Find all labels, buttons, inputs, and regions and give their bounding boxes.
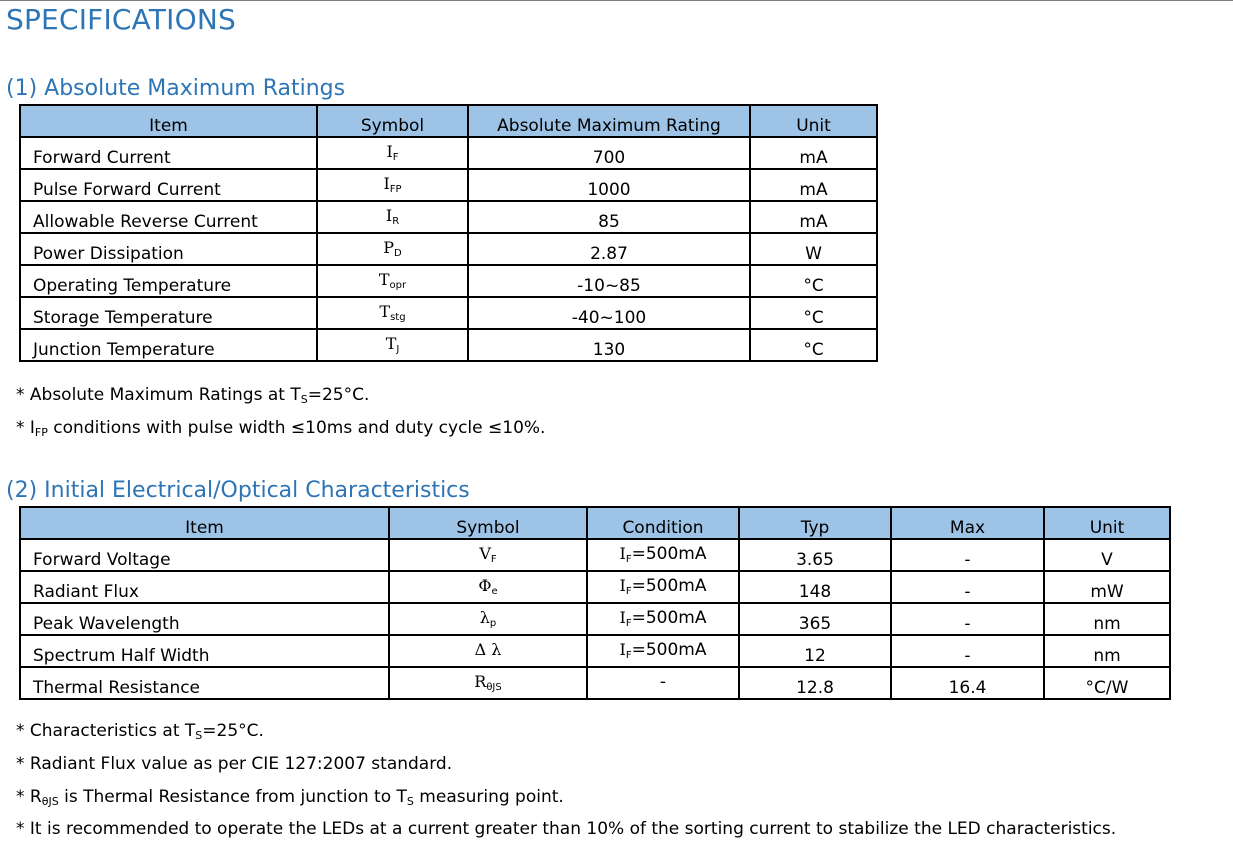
unit-cell: mA [750, 201, 877, 233]
unit-cell: mW [1044, 571, 1170, 603]
unit-cell: V [1044, 539, 1170, 571]
rating-cell: 130 [468, 329, 750, 361]
table-row [20, 137, 877, 169]
column-header-item: Item [20, 105, 317, 137]
unit-cell: nm [1044, 603, 1170, 635]
typ-cell: 148 [739, 571, 891, 603]
symbol-cell: $I_{FP}$ [317, 169, 468, 201]
symbol-cell: $V_F$ [389, 539, 587, 571]
item-cell: Allowable Reverse Current [20, 201, 317, 233]
table-row [20, 571, 1170, 603]
table-header-row [20, 507, 1170, 539]
max-cell: 16.4 [891, 667, 1044, 699]
item-cell: Storage Temperature [20, 297, 317, 329]
symbol-cell: Δ λ [389, 635, 587, 667]
unit-cell: °C [750, 297, 877, 329]
rating-cell: 85 [468, 201, 750, 233]
table-row [20, 265, 877, 297]
symbol-cell: $P_D$ [317, 233, 468, 265]
note-operating-recommendation: * It is recommended to operate the LEDs at a current greater than 10% of the sorting current to stabilize the LED characteristics. [16, 819, 1117, 839]
typ-cell: 12.8 [739, 667, 891, 699]
symbol-cell: $T_{stg}$ [317, 297, 468, 329]
unit-cell: mA [750, 169, 877, 201]
symbol-cell: $R_{\theta JS}$ [389, 667, 587, 699]
condition-cell: - [587, 667, 739, 699]
table-row [20, 233, 877, 265]
note-radiant-flux-standard: * Radiant Flux value as per CIE 127:2007 standard. [16, 754, 453, 774]
item-cell: Peak Wavelength [20, 603, 389, 635]
max-cell: - [891, 635, 1044, 667]
note-characteristics-conditions: * Characteristics at $T_S=25^\circ C$. [16, 721, 264, 742]
table-row [20, 201, 877, 233]
column-header-unit: Unit [1044, 507, 1170, 539]
symbol-cell: $I_F$ [317, 137, 468, 169]
column-header-symbol: Symbol [317, 105, 468, 137]
rating-cell: -40~100 [468, 297, 750, 329]
column-header-unit: Unit [750, 105, 877, 137]
unit-cell: °C [750, 265, 877, 297]
max-cell: - [891, 539, 1044, 571]
item-cell: Forward Voltage [20, 539, 389, 571]
item-cell: Pulse Forward Current [20, 169, 317, 201]
item-cell: Forward Current [20, 137, 317, 169]
table-header-row [20, 105, 877, 137]
section-title-electrical-optical: (2) Initial Electrical/Optical Characteristics [6, 478, 470, 503]
typ-cell: 365 [739, 603, 891, 635]
column-header-condition: Condition [587, 507, 739, 539]
condition-cell: $I_F=500mA$ [587, 539, 739, 571]
table-row [20, 539, 1170, 571]
column-header-symbol: Symbol [389, 507, 587, 539]
note-pulse-conditions: * $I_{FP}$ conditions with pulse width ≤10ms and duty cycle ≤10%. [16, 418, 546, 439]
typ-cell: 12 [739, 635, 891, 667]
typ-cell: 3.65 [739, 539, 891, 571]
table-row [20, 635, 1170, 667]
table-row [20, 667, 1170, 699]
note-thermal-resistance: * $R_{\theta JS}$ is Thermal Resistance from junction to $T_S$ measuring point. [16, 787, 564, 808]
item-cell: Thermal Resistance [20, 667, 389, 699]
rating-cell: 2.87 [468, 233, 750, 265]
symbol-cell: $I_R$ [317, 201, 468, 233]
unit-cell: °C/W [1044, 667, 1170, 699]
symbol-cell: $T_J$ [317, 329, 468, 361]
condition-cell: $I_F=500mA$ [587, 603, 739, 635]
symbol-cell: $\Phi_e$ [389, 571, 587, 603]
table-row [20, 169, 877, 201]
condition-cell: $I_F=500mA$ [587, 635, 739, 667]
item-cell: Power Dissipation [20, 233, 317, 265]
note-absolute-ratings-conditions: * Absolute Maximum Ratings at $T_S=25^\circ C$. [16, 385, 370, 406]
unit-cell: W [750, 233, 877, 265]
column-header-rating: Absolute Maximum Rating [468, 105, 750, 137]
item-cell: Spectrum Half Width [20, 635, 389, 667]
item-cell: Junction Temperature [20, 329, 317, 361]
symbol-cell: $\lambda_p$ [389, 603, 587, 635]
unit-cell: mA [750, 137, 877, 169]
column-header-item: Item [20, 507, 389, 539]
rating-cell: 1000 [468, 169, 750, 201]
max-cell: - [891, 603, 1044, 635]
section-title-absolute-maximum-ratings: (1) Absolute Maximum Ratings [6, 76, 346, 101]
absolute-maximum-ratings-table [19, 104, 878, 362]
page-title: SPECIFICATIONS [6, 3, 236, 36]
unit-cell: °C [750, 329, 877, 361]
column-header-typ: Typ [739, 507, 891, 539]
rating-cell: 700 [468, 137, 750, 169]
table-row [20, 603, 1170, 635]
top-rule [0, 0, 1233, 1]
max-cell: - [891, 571, 1044, 603]
condition-cell: $I_F=500mA$ [587, 571, 739, 603]
unit-cell: nm [1044, 635, 1170, 667]
rating-cell: -10~85 [468, 265, 750, 297]
column-header-max: Max [891, 507, 1044, 539]
item-cell: Radiant Flux [20, 571, 389, 603]
table-row [20, 297, 877, 329]
electrical-optical-table [19, 506, 1171, 700]
symbol-cell: $T_{opr}$ [317, 265, 468, 297]
item-cell: Operating Temperature [20, 265, 317, 297]
table-row [20, 329, 877, 361]
